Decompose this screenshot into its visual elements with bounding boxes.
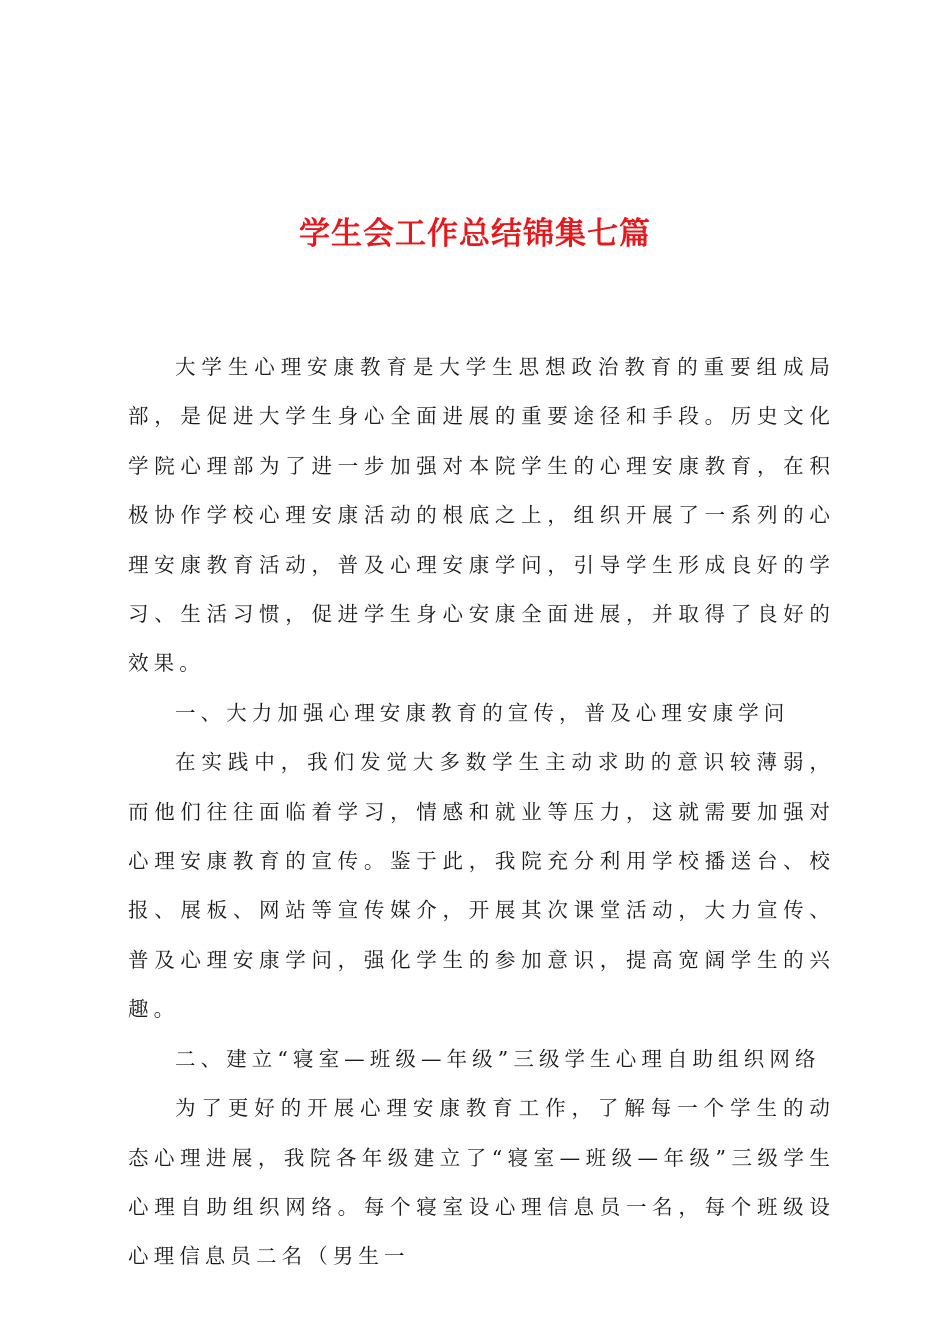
document-body xyxy=(128,343,835,1282)
paragraph-section-2: 为了更好的开展心理安康教育工作，了解每一个学生的动态心理进展，我院各年级建立了“寝室—班级—年级”三级学生心理自助组织网络。每个寝室设心理信息员一名，每个班级设心理信息员二名（男生一 xyxy=(128,1096,835,1269)
section-heading-1: 一、大力加强心理安康教育的宣传，普及心理安康学问 xyxy=(175,700,790,725)
paragraph-intro: 大学生心理安康教育是大学生思想政治教育的重要组成局部，是促进大学生身心全面进展的重要途径和手段。历史文化学院心理部为了进一步加强对本院学生的心理安康教育，在积极协作学校心理安康活动的根底之上，组织开展了一系列的心理安康教育活动，普及心理安康学问，引导学生形成良好的学习、生活习惯，促进学生身心安康全面进展，并取得了良好的效果。 xyxy=(128,355,835,676)
document-title: 学生会工作总结锦集七篇 xyxy=(299,216,651,252)
section-heading-2: 二、建立“寝室—班级—年级”三级学生心理自助组织网络 xyxy=(175,1046,821,1071)
paragraph-section-1: 在实践中，我们发觉大多数学生主动求助的意识较薄弱，而他们往往面临着学习，情感和就业等压力，这就需要加强对心理安康教育的宣传。鉴于此，我院充分利用学校播送台、校报、展板、网站等宣传媒介，开展其次课堂活动，大力宣传、普及心理安康学问，强化学生的参加意识，提高宽阔学生的兴趣。 xyxy=(128,750,835,1022)
